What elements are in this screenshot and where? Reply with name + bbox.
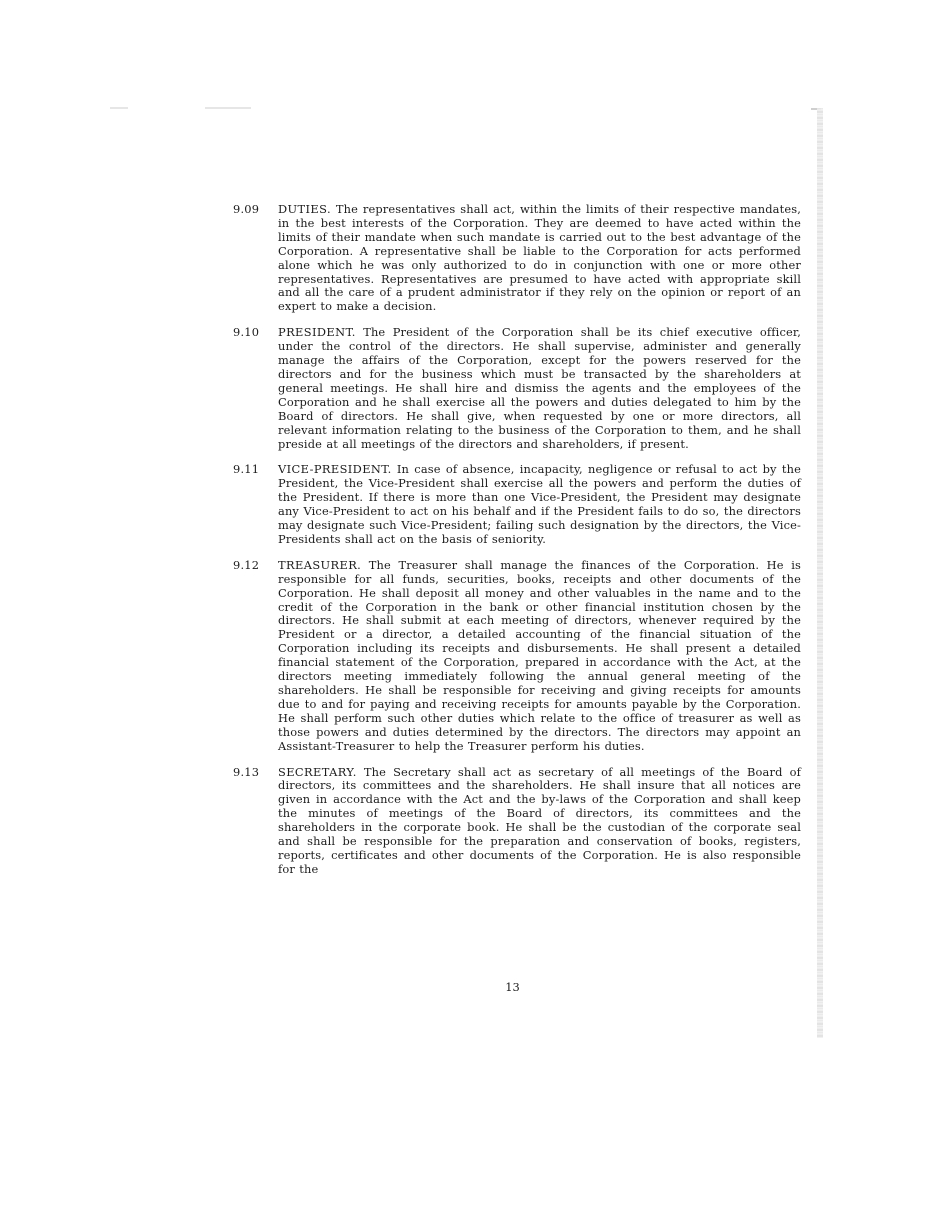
- section-9-12: [233, 559, 801, 754]
- section-heading: SECRETARY.: [278, 764, 357, 779]
- section-body: [278, 203, 801, 314]
- scan-artifact: [205, 107, 251, 109]
- section-body: [278, 326, 801, 451]
- section-number: 9.11: [233, 462, 260, 477]
- section-text: The President of the Corporation shall be its chief executive officer, under the control of the directors. He shall supervise, administer and generally manage the affairs of the Corporation, except for the powers reserved for the directors and for the business which must be transacted by the shareholders at general meetings. He shall hire and dismiss the agents and the employees of the Corporation and he shall exercise all the powers and duties delegated to him by the Board of directors. He shall give, when requested by one or more directors, all relevant information relating to the business of the Corporation to them, and he shall preside at all meetings of the directors and shareholders, if present.: [278, 325, 801, 451]
- section-heading: TREASURER.: [278, 557, 362, 572]
- page-number: 13: [505, 980, 520, 994]
- section-body: [278, 463, 801, 546]
- section-9-11: [233, 463, 801, 546]
- section-number: 9.10: [233, 325, 260, 340]
- section-number: 9.09: [233, 202, 260, 216]
- section-body: [278, 766, 801, 877]
- section-heading: DUTIES.: [278, 202, 331, 216]
- section-text: The Treasurer shall manage the finances of the Corporation. He is responsible for all funds, securities, books, receipts and other documents of the Corporation. He shall deposit all money and other valuables in the name and to the credit of the Corporation in the bank or other financial institution chosen by the directors. He shall submit at each meeting of directors, whenever required by the President or a director, a detailed accounting of the financial situation of the Corporation including its receipts and disbursements. He shall present a detailed financial statement of the Corporation, prepared in accordance with the Act, at the directors meeting immediately following the annual general meeting of the shareholders. He shall be responsible for receiving and giving receipts for amounts due to and for paying and receiving receipts for amounts payable by the Corporation. He shall perform such other duties which relate to the office of treasurer as well as those powers and duties determined by the directors. The directors may appoint an Assistant-Treasurer to help the Treasurer perform his duties.: [278, 557, 801, 753]
- section-text: The representatives shall act, within the limits of their respective mandates, in the best interests of the Corporation. They are deemed to have acted within the limits of their mandate when such mandate is carried out to the best advantage of the Corporation. A representative shall be liable to the Corporation for acts performed alone which he was only authorized to do in conjunction with one or more other representatives. Representatives are presumed to have acted with appropriate skill and all the care of a prudent administrator if they rely on the opinion or report of an expert to make a decision.: [278, 202, 801, 314]
- section-number: 9.13: [233, 764, 260, 779]
- document-body: [233, 203, 801, 889]
- section-body: [278, 559, 801, 754]
- section-text: The Secretary shall act as secretary of all meetings of the Board of directors, its committees and the shareholders. He shall insure that all notices are given in accordance with the Act and the by-laws of the Corporation and shall keep the minutes of meetings of the Board of directors, its committees and the shareholders in the corporate book. He shall be the custodian of the corporate seal and shall be responsible for the preparation and conservation of books, registers, reports, certificates and other documents of the Corporation. He is also responsible for the: [278, 764, 801, 876]
- scan-edge: [817, 108, 823, 1038]
- section-9-09: [233, 203, 801, 314]
- section-9-13: [233, 766, 801, 877]
- section-text: In case of absence, incapacity, negligence or refusal to act by the President, the Vice-President shall exercise all the powers and perform the duties of the President. If there is more than one Vice-President, the President may designate any Vice-President to act on his behalf and if the President fails to do so, the directors may designate such Vice-President; failing such designation by the directors, the Vice-Presidents shall act on the basis of seniority.: [278, 462, 801, 546]
- section-number: 9.12: [233, 557, 260, 572]
- section-heading: PRESIDENT.: [278, 325, 356, 340]
- scan-artifact: [110, 107, 128, 109]
- section-heading: VICE-PRESIDENT.: [278, 462, 392, 477]
- section-9-10: [233, 326, 801, 451]
